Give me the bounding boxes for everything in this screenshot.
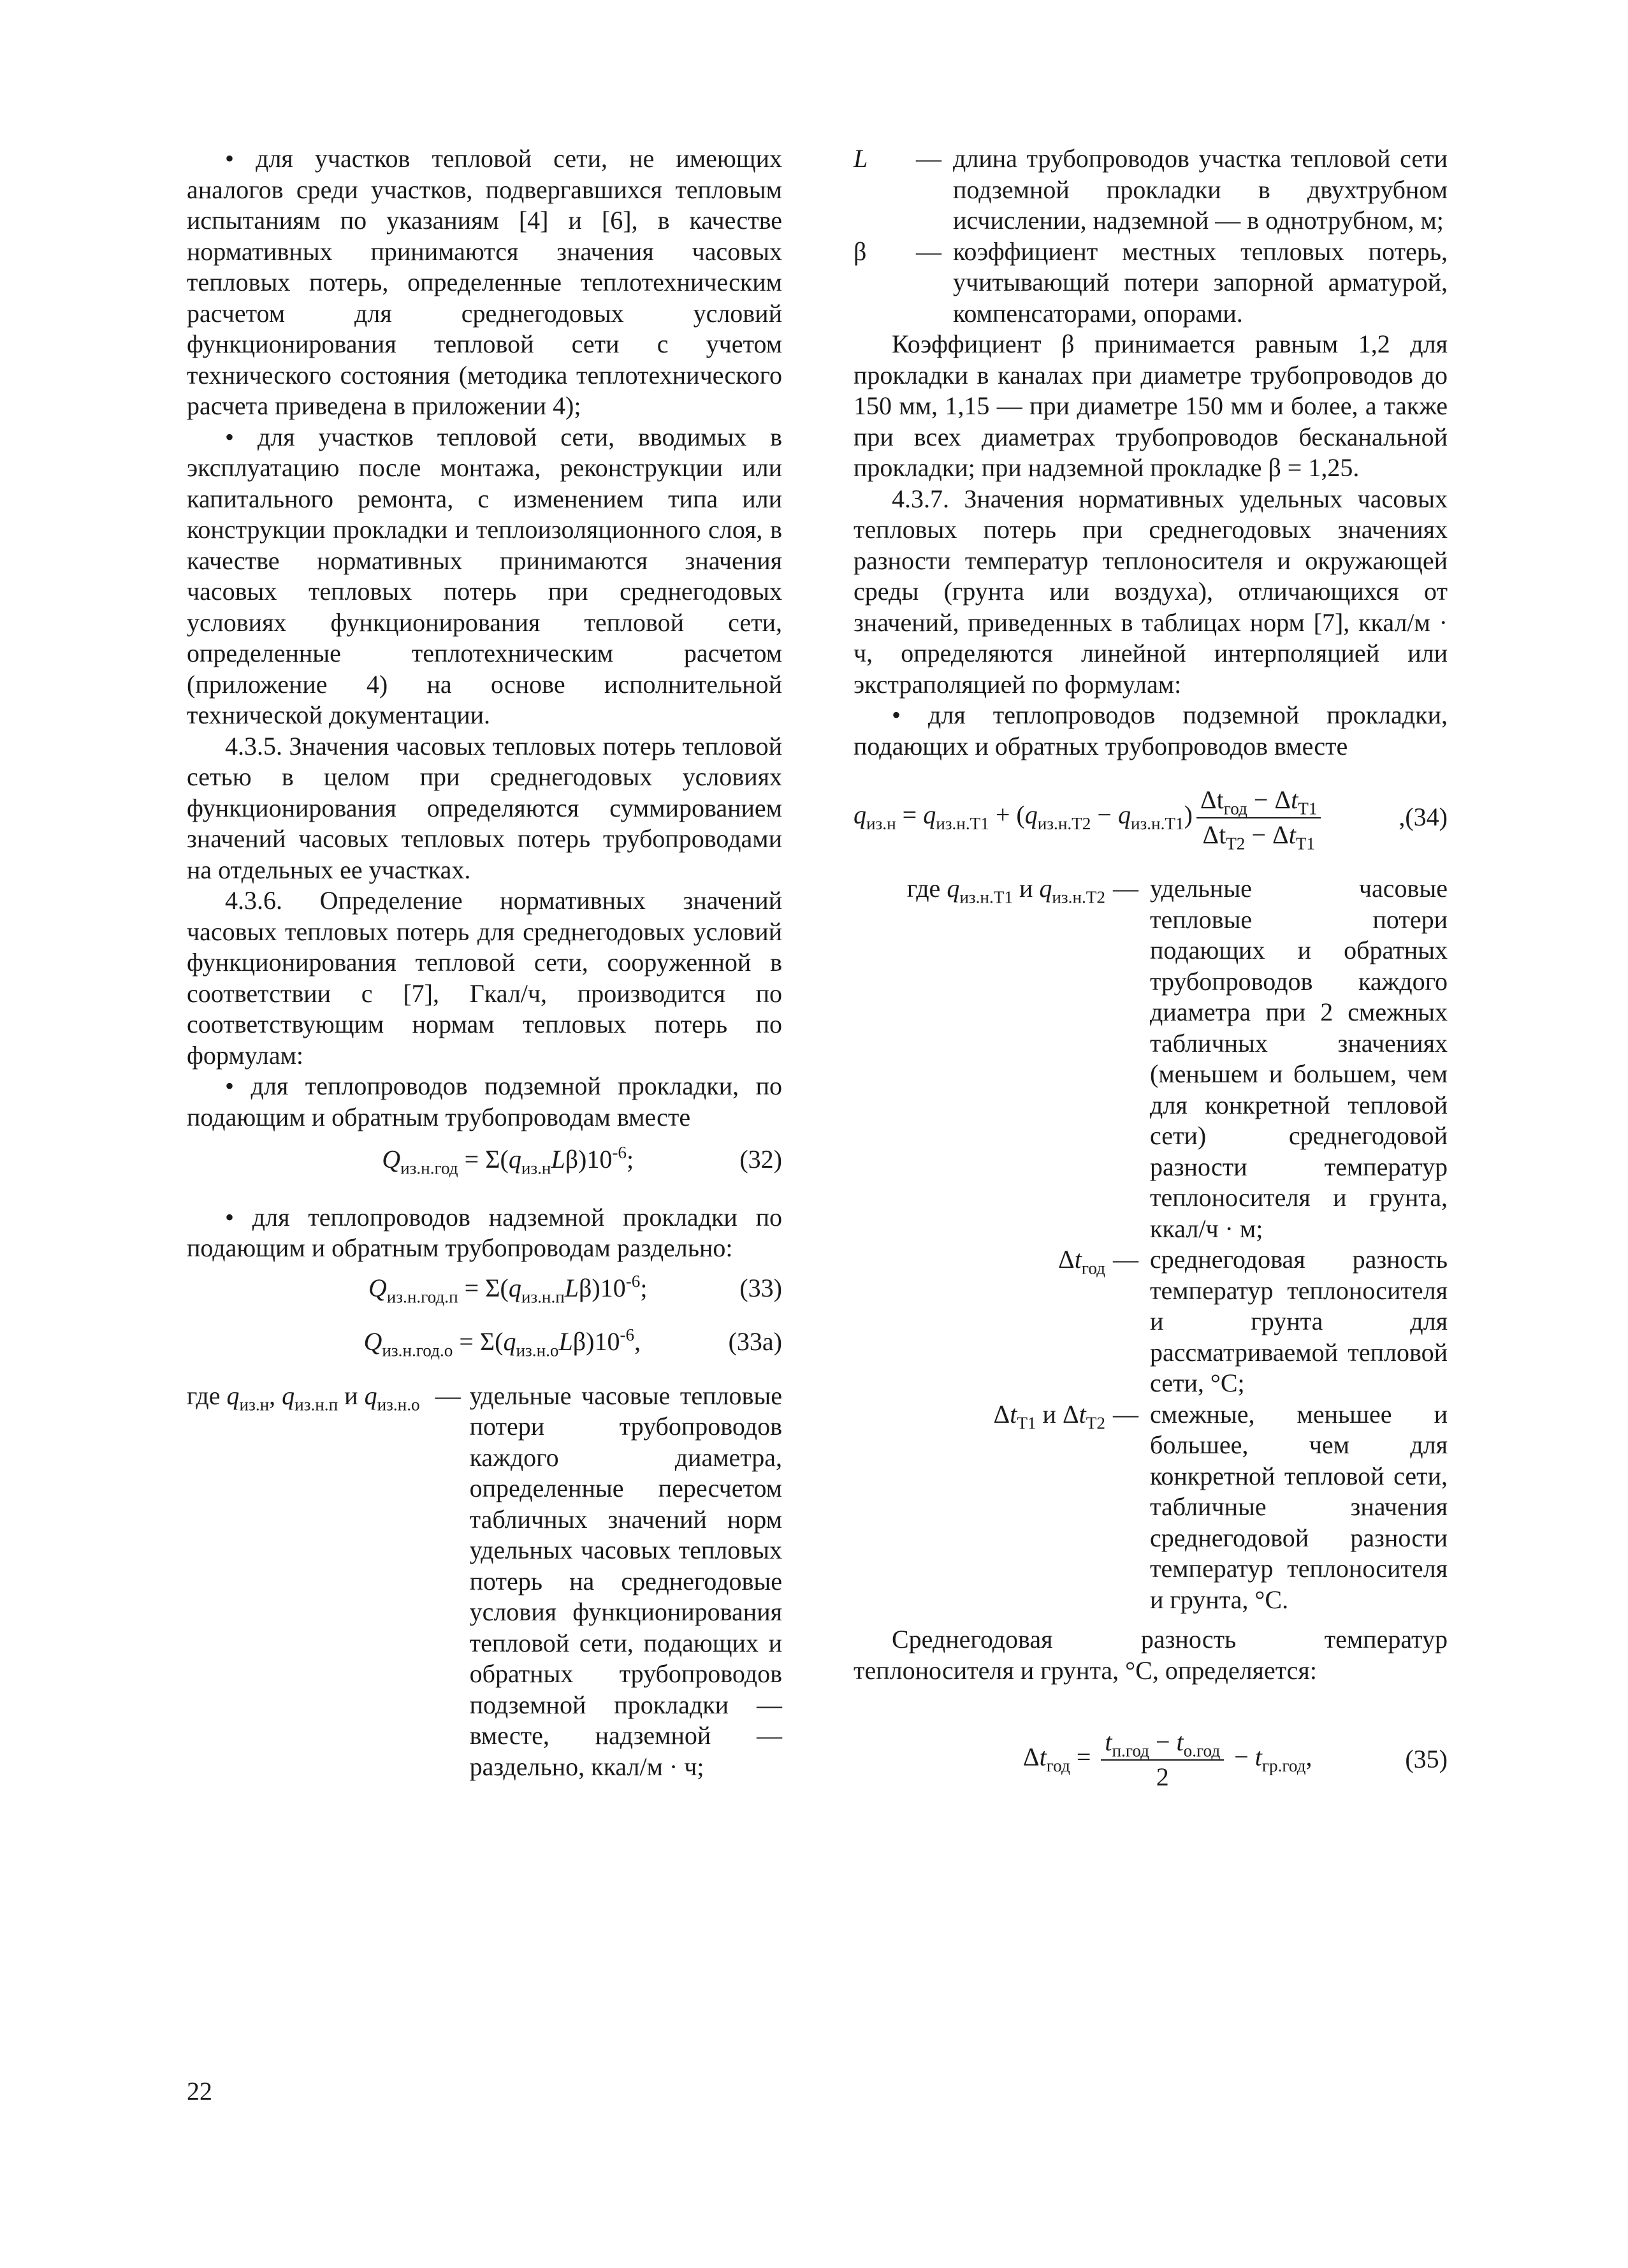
equation-33a <box>187 1327 782 1358</box>
average-difference-paragraph: Среднегодовая разность температур теплоносителя и грунта, °С, определяется: <box>854 1625 1448 1685</box>
definition-dash: — <box>1113 1399 1138 1428</box>
bullet-interpolation: • для теплопроводов подземной прокладки, подающих и обратных трубопроводов вместе <box>854 701 1448 760</box>
definition-dt-year-text: среднегодовая разность температур теплоносителя и грунта для рассматриваемой тепловой сети, °С; <box>1150 1245 1448 1397</box>
bullet-underground: • для теплопроводов подземной прокладки, по подающим и обратным трубопроводам вместе <box>187 1072 782 1131</box>
bullet-new-sections: • для участков тепловой сети, вводимых в эксплуатацию после монтажа, реконструкции или капитального ремонта, с изменением типа или конструкции прокладки и теплоизоляционного слоя, в качестве нормативных принимаются значения часовых тепловых потерь при среднегодовых условиях функционирования тепловой сети, определенные теплотехническим расчетом (приложение 4) на основе исполнительной технической документации. <box>187 422 782 729</box>
equation-34 <box>854 785 1448 854</box>
equation-33-number: (33) <box>739 1273 782 1302</box>
paragraph-4-3-6: 4.3.6. Определение нормативных значений часовых тепловых потерь для среднегодовых условий функционирования тепловой сети, сооруженной в соответствии с [7], Гкал/ч, производится по соответствующим нормам тепловых потерь по формулам: <box>187 886 782 1070</box>
definition-dt-t-term: $\Delta t_{Т1}$ и $\Delta t_{Т2}$ <box>993 1399 1105 1433</box>
equation-33a-body: $Q_{из.н.год.о} = \Sigma(q_{из.н.о}L\beta)10^{-6}$, <box>363 1325 641 1360</box>
equation-34-number: ,(34) <box>1399 803 1448 832</box>
equation-34-body: $q_{из.н} = q_{из.н.Т1} + (q_{из.н.Т2} - q_{из.н.Т1})$ $\frac{\Delta t_{год} - \Delta t_{Т1}}{\Delta t_{Т2} - \Delta t_{Т1}}$ <box>854 785 1399 850</box>
equation-35 <box>854 1727 1448 1792</box>
equation-35-body: $\Delta t_{год}$ = $\frac{t_{п.год} - t_{о.год}}{2}$ − $t_{гр.год}$, <box>1022 1727 1312 1791</box>
left-column <box>187 143 782 1782</box>
equation-35-number: (35) <box>1405 1745 1448 1774</box>
bullet-no-analogs: • для участков тепловой сети, не имеющих аналогов среди участков, подвергавшихся тепловым испытаниям по указаниям [4] и [6], в качестве нормативных принимаются значения часовых тепловых потерь, определенные теплотехническим расчетом для среднегодовых условий функционирования тепловой сети с учетом технического состояния (методика теплотехнического расчета приведена в приложении 4); <box>187 144 782 420</box>
definition-L-text: длина трубопроводов участка тепловой сети подземной прокладки в двухтрубном исчислении, надземной — в однотрубном, м; <box>953 144 1448 235</box>
definition-dash: — <box>916 144 941 173</box>
paragraph-4-3-7: 4.3.7. Значения нормативных удельных часовых тепловых потерь при среднегодовых значениях разности температур теплоносителя и окружающей среды (грунта или воздуха), отличающихся от значений, приведенных в таблицах норм [7], ккал/м · ч, определяются линейной интерполяцией или экстраполяцией по формулам: <box>854 484 1448 699</box>
equation-32-body: $Q_{из.н.год} = \Sigma(q_{из.н}L\beta)10^{-6}$; <box>382 1143 634 1178</box>
equation-32-number: (32) <box>739 1145 782 1174</box>
definition-dash: — <box>916 236 941 266</box>
equation-33-body: $Q_{из.н.год.п} = \Sigma(q_{из.н.п}L\beta)10^{-6}$; <box>368 1271 648 1307</box>
bullet-aboveground: • для теплопроводов надземной прокладки по подающим и обратным трубопроводам раздельно: <box>187 1202 782 1262</box>
definition-L <box>854 143 1448 236</box>
definition-dt-year-term: $\Delta t_{год}$ <box>1058 1245 1105 1278</box>
where-text-left: удельные часовые тепловые потери трубопроводов каждого диаметра, определенные пересчетом табличных значений норм удельных часовых тепловых потерь на среднегодовые условия функционирования тепловой сети, подающих и обратных трубопроводов подземной прокладки — вместе, надземной — раздельно, ккал/м · ч; <box>469 1381 782 1781</box>
definition-dash: — <box>1113 1245 1138 1274</box>
definition-beta-term: β <box>854 236 867 266</box>
paragraph-4-3-5: 4.3.5. Значения часовых тепловых потерь тепловой сетью в целом при среднегодовых условиях функционирования определяются суммированием значений часовых тепловых потерь трубопроводами на отдельных ее участках. <box>187 731 782 884</box>
equation-33 <box>187 1271 782 1307</box>
definition-q-text: удельные часовые тепловые потери подающих и обратных трубопроводов каждого диаметра при 2 смежных табличных значениях (меньшем и большем, чем для конкретной тепловой сети) среднегодовой разности температур теплоносителя и грунта, ккал/ч · м; <box>1150 874 1448 1243</box>
definition-beta-text: коэффициент местных тепловых потерь, учитывающий потери запорной арматурой, компенсаторами, опорами. <box>953 236 1448 328</box>
equation-32 <box>187 1143 782 1178</box>
where-symbols-left: где $q_{из.н}$, $q_{из.н.п}$ и $q_{из.н.о}$ — <box>187 1381 461 1414</box>
where-block-left <box>187 1381 782 1783</box>
where-symbols-right: где $q_{из.н.Т1}$ и $q_{из.н.Т2}$ <box>906 874 1105 907</box>
equation-33a-number: (33а) <box>728 1327 782 1356</box>
page-number: 22 <box>187 2077 212 2105</box>
definition-dt-t-text: смежные, меньшее и большее, чем для конкретной тепловой сети, табличные значения среднегодовой разности температур теплоносителя и грунта, °С. <box>1150 1399 1448 1614</box>
definition-dash: — <box>1113 874 1138 903</box>
definition-beta <box>854 236 1448 330</box>
definition-L-term: L <box>854 144 868 173</box>
beta-paragraph: Коэффициент β принимается равным 1,2 для прокладки в каналах при диаметре трубопроводов до 150 мм, 1,15 — при диаметре 150 мм и более, а также при всех диаметрах трубопроводов бесканальной прокладки; при надземной прокладке β = 1,25. <box>854 330 1448 482</box>
right-column <box>854 143 1448 1792</box>
where-block-right <box>854 873 1448 1615</box>
